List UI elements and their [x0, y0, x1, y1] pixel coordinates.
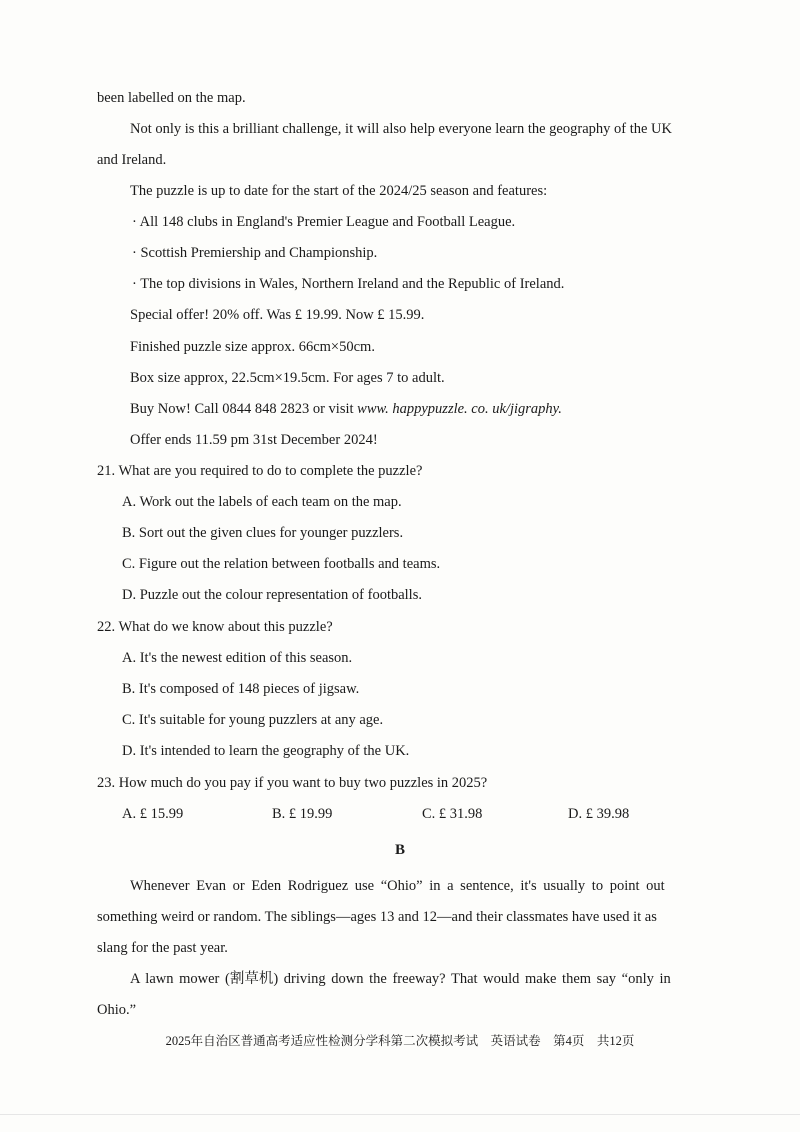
question-23-option-b: B. £ 19.99 — [272, 806, 333, 822]
section-b-heading: B — [394, 842, 405, 858]
question-23-option-a: A. £ 15.99 — [122, 806, 184, 822]
passage-b-para-1-line-3: slang for the past year. — [97, 940, 228, 956]
offer-ends: Offer ends 11.59 pm 31st December 2024! — [130, 432, 378, 448]
special-offer: Special offer! 20% off. Was £ 19.99. Now £ 15.99. — [130, 307, 425, 323]
question-22-stem: 22. What do we know about this puzzle? — [97, 619, 333, 635]
buy-url: www. happypuzzle. co. uk/jigraphy. — [357, 401, 562, 417]
feature-item: · Scottish Premiership and Championship. — [132, 245, 378, 261]
question-21-option-a: A. Work out the labels of each team on the map. — [122, 494, 402, 510]
question-21-option-c: C. Figure out the relation between footballs and teams. — [122, 556, 441, 572]
buy-now-text: Buy Now! Call 0844 848 2823 or visit — [130, 401, 358, 417]
question-22-option-a: A. It's the newest edition of this season. — [122, 650, 353, 666]
question-23-option-c: C. £ 31.98 — [422, 806, 483, 822]
passage-a-line-1: been labelled on the map. — [97, 90, 246, 106]
question-23-option-d: D. £ 39.98 — [568, 806, 630, 822]
box-size: Box size approx, 22.5cm×19.5cm. For ages 7 to adult. — [130, 370, 445, 386]
page-footer: 2025年自治区普通高考适应性检测分学科第二次模拟考试 英语试卷 第4页 共12页 — [165, 1034, 635, 1048]
passage-a-para-2-line-2: and Ireland. — [97, 152, 167, 168]
buy-now-line — [130, 399, 562, 419]
question-22-option-c: C. It's suitable for young puzzlers at any age. — [122, 712, 384, 728]
passage-b-para-2-line-2: Ohio.” — [97, 1002, 137, 1018]
feature-item: · The top divisions in Wales, Northern Ireland and the Republic of Ireland. — [132, 276, 565, 292]
features-intro: The puzzle is up to date for the start of the 2024/25 season and features: — [130, 183, 548, 199]
question-21-stem: 21. What are you required to do to complete the puzzle? — [97, 463, 423, 479]
question-23-stem: 23. How much do you pay if you want to buy two puzzles in 2025? — [97, 775, 488, 791]
question-22-option-d: D. It's intended to learn the geography of the UK. — [122, 743, 410, 759]
passage-a-para-2-line-1: Not only is this a brilliant challenge, it will also help everyone learn the geography of the UK — [130, 121, 672, 137]
passage-b-para-2-line-1: A lawn mower (割草机) driving down the freeway? That would make them say “only in — [130, 971, 671, 987]
question-22-option-b: B. It's composed of 148 pieces of jigsaw. — [122, 681, 360, 697]
question-21-option-d: D. Puzzle out the colour representation of footballs. — [122, 587, 422, 603]
question-21-option-b: B. Sort out the given clues for younger puzzlers. — [122, 525, 404, 541]
feature-item: · All 148 clubs in England's Premier League and Football League. — [132, 214, 516, 230]
passage-b-para-1-line-2: something weird or random. The siblings—ages 13 and 12—and their classmates have used it as — [97, 909, 657, 925]
page-edge-divider — [0, 1114, 800, 1115]
passage-b-para-1-line-1: Whenever Evan or Eden Rodriguez use “Ohio” in a sentence, it's usually to point out — [130, 878, 665, 894]
finished-size: Finished puzzle size approx. 66cm×50cm. — [130, 339, 375, 355]
